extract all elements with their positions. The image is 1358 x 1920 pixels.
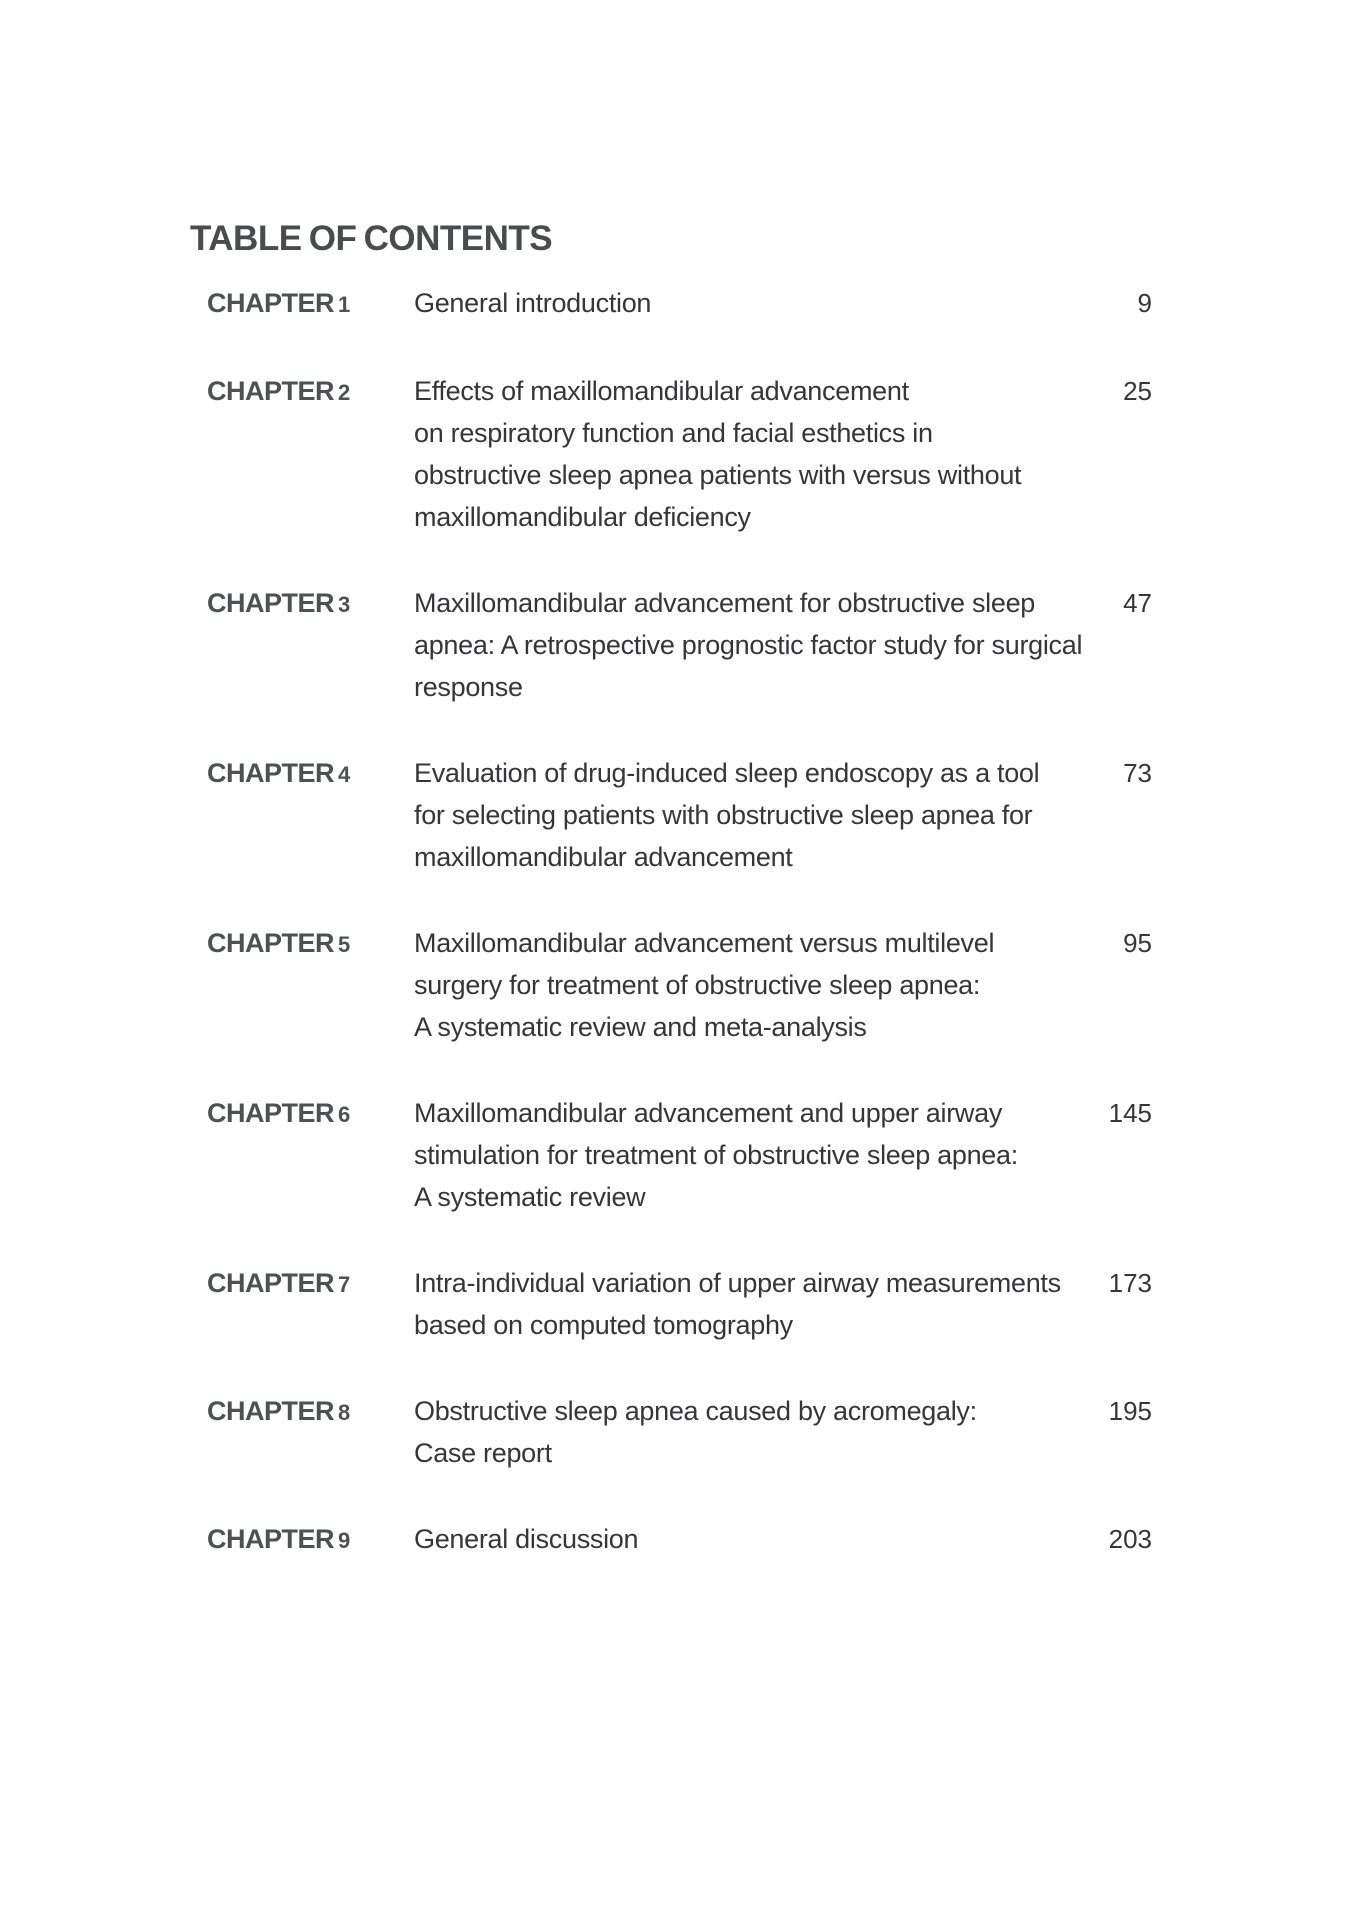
chapter-title: [414, 1518, 1086, 1560]
chapter-title-line: stimulation for treatment of obstructive sleep apnea:: [414, 1140, 1018, 1170]
chapter-title-line: Intra-individual variation of upper airway measurements: [414, 1268, 1061, 1298]
chapter-number: 8: [338, 1400, 350, 1425]
chapter-label-word: CHAPTER: [207, 928, 335, 958]
chapter-page-number: 203: [1108, 1524, 1152, 1554]
chapter-page-number: 173: [1108, 1268, 1152, 1298]
chapter-number: 6: [338, 1102, 350, 1127]
chapter-label-word: CHAPTER: [207, 758, 335, 788]
chapter-label: [207, 752, 414, 796]
chapter-title-line: A systematic review and meta-analysis: [414, 1012, 867, 1042]
chapter-number: 3: [338, 592, 350, 617]
chapter-label-word: CHAPTER: [207, 1098, 335, 1128]
chapter-title-line: obstructive sleep apnea patients with versus without: [414, 460, 1022, 490]
chapter-label: [207, 1390, 414, 1434]
chapter-label: [207, 370, 414, 414]
chapter-page-number: 195: [1108, 1396, 1152, 1426]
chapter-title-line: Evaluation of drug-induced sleep endoscopy as a tool: [414, 758, 1040, 788]
toc-entry: [207, 1518, 1152, 1562]
toc-list: [207, 282, 1152, 1606]
chapter-title-line: on respiratory function and facial esthetics in: [414, 418, 933, 448]
chapter-number: 4: [338, 762, 350, 787]
chapter-title-line: apnea: A retrospective prognostic factor study for surgical: [414, 630, 1083, 660]
chapter-title-line: Case report: [414, 1438, 552, 1468]
chapter-page-number: 47: [1123, 588, 1152, 618]
chapter-title-line: surgery for treatment of obstructive sleep apnea:: [414, 970, 981, 1000]
toc-entry: [207, 1092, 1152, 1218]
toc-entry: [207, 922, 1152, 1048]
chapter-title-line: General discussion: [414, 1524, 639, 1554]
chapter-number: 2: [338, 380, 350, 405]
chapter-title-line: maxillomandibular advancement: [414, 842, 793, 872]
chapter-title: [414, 922, 1086, 1048]
toc-entry: [207, 282, 1152, 326]
chapter-title-line: Maxillomandibular advancement and upper airway: [414, 1098, 1003, 1128]
toc-entry: [207, 752, 1152, 878]
chapter-page-number: 73: [1123, 758, 1152, 788]
page-title: TABLE OF CONTENTS: [190, 219, 553, 259]
chapter-title-line: General introduction: [414, 288, 652, 318]
chapter-page-number: 95: [1123, 928, 1152, 958]
chapter-title-line: Obstructive sleep apnea caused by acromegaly:: [414, 1396, 977, 1426]
toc-entry: [207, 582, 1152, 708]
chapter-number: 9: [338, 1528, 350, 1553]
toc-entry: [207, 370, 1152, 538]
chapter-label-word: CHAPTER: [207, 1396, 335, 1426]
chapter-page-number: 25: [1123, 376, 1152, 406]
chapter-title-line: maxillomandibular deficiency: [414, 502, 751, 532]
chapter-label: [207, 582, 414, 626]
chapter-title: [414, 370, 1086, 538]
chapter-title: [414, 1390, 1086, 1474]
chapter-title-line: A systematic review: [414, 1182, 646, 1212]
chapter-title-line: Maxillomandibular advancement versus multilevel: [414, 928, 995, 958]
chapter-title: [414, 282, 1086, 324]
chapter-title: [414, 1092, 1086, 1218]
chapter-title: [414, 582, 1086, 708]
chapter-title-line: based on computed tomography: [414, 1310, 793, 1340]
chapter-label-word: CHAPTER: [207, 1268, 335, 1298]
chapter-label: [207, 1262, 414, 1306]
chapter-title: [414, 752, 1086, 878]
chapter-title-line: response: [414, 672, 523, 702]
chapter-label: [207, 922, 414, 966]
chapter-title-line: for selecting patients with obstructive sleep apnea for: [414, 800, 1033, 830]
chapter-label: [207, 282, 414, 326]
chapter-number: 7: [338, 1272, 350, 1297]
chapter-label-word: CHAPTER: [207, 376, 335, 406]
chapter-label: [207, 1092, 414, 1136]
chapter-label-word: CHAPTER: [207, 1524, 335, 1554]
chapter-label-word: CHAPTER: [207, 588, 335, 618]
toc-entry: [207, 1390, 1152, 1474]
chapter-label-word: CHAPTER: [207, 288, 335, 318]
toc-entry: [207, 1262, 1152, 1346]
chapter-title-line: Effects of maxillomandibular advancement: [414, 376, 909, 406]
chapter-page-number: 145: [1108, 1098, 1152, 1128]
chapter-page-number: 9: [1137, 288, 1152, 318]
chapter-number: 5: [338, 932, 350, 957]
chapter-label: [207, 1518, 414, 1562]
chapter-title: [414, 1262, 1086, 1346]
chapter-number: 1: [338, 292, 350, 317]
chapter-title-line: Maxillomandibular advancement for obstructive sleep: [414, 588, 1036, 618]
